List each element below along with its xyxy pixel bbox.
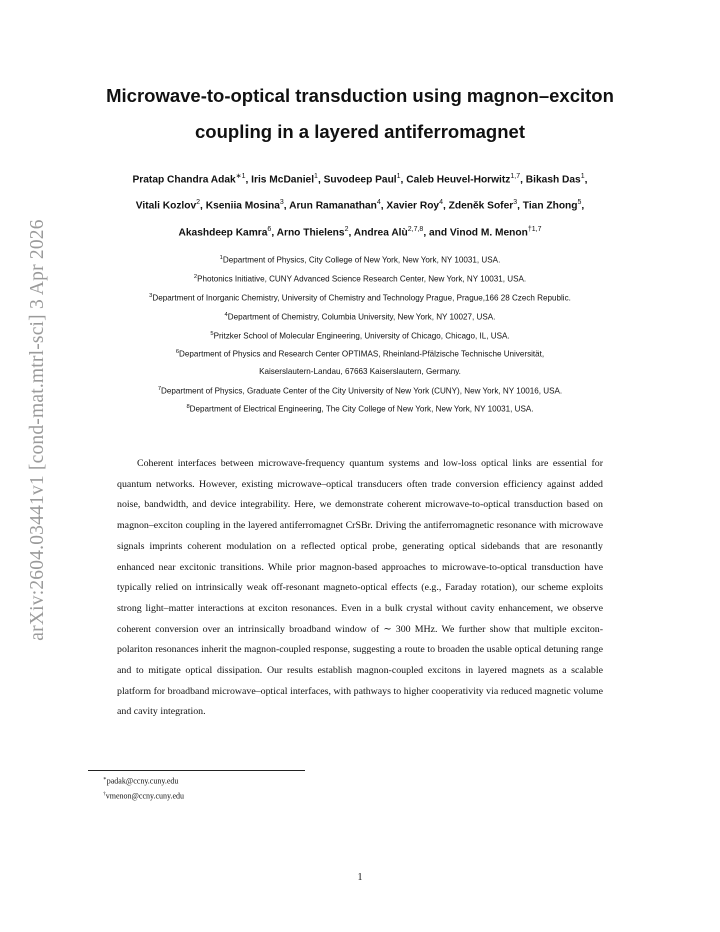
- footnote-marker: †: [103, 790, 106, 797]
- author-separator: ,: [200, 200, 206, 212]
- author-affiliation-marker: 5: [577, 199, 582, 207]
- author-name: Kseniia Mosina: [205, 200, 280, 212]
- author-separator: ,: [400, 174, 407, 186]
- author-affiliation-marker: 3: [513, 199, 518, 207]
- author-affiliation-marker: ∗1: [235, 173, 246, 180]
- affiliation-text: Department of Physics, Graduate Center of the City University of New York (CUNY), New York, NY 10016, USA.: [161, 386, 563, 396]
- page-number: 1: [357, 872, 363, 883]
- author-separator: ,: [380, 200, 387, 212]
- affiliation-marker: 3: [149, 292, 153, 299]
- affiliation: [40, 344, 680, 363]
- author-affiliation-marker: 1,7: [510, 173, 521, 180]
- author-name: Tian Zhong: [522, 200, 578, 212]
- author-separator: ,: [317, 174, 324, 186]
- affiliation: [40, 399, 680, 418]
- author-name: Xavier Roy: [386, 200, 440, 212]
- affiliation-text: Department of Chemistry, Columbia University, New York, NY 10027, USA.: [227, 312, 496, 322]
- footnotes: [103, 773, 184, 802]
- author-affiliation-marker: 4: [376, 199, 381, 207]
- affiliation-marker: 1: [219, 255, 223, 261]
- author-affiliation-marker: 1: [396, 173, 401, 180]
- author-line-2: [60, 191, 660, 217]
- affiliation-text: Kaiserslautern-Landau, 67663 Kaiserslautern, Germany.: [259, 367, 461, 377]
- affiliation-text: Department of Physics, City College of New York, New York, NY 10031, USA.: [222, 255, 501, 265]
- author-name: Arno Thielens: [276, 227, 345, 239]
- author-name: Caleb Heuvel-Horwitz: [406, 174, 511, 186]
- affiliation: [40, 307, 680, 326]
- author-line-1: [60, 165, 660, 191]
- author-affiliation-marker: 2,7,8: [407, 225, 424, 233]
- abstract: [117, 454, 603, 723]
- author-affiliation-marker: †1,7: [527, 225, 542, 233]
- author-name: Akashdeep Kamra: [178, 227, 268, 239]
- paper-title: [40, 78, 680, 150]
- author-separator: ,: [348, 227, 354, 239]
- author-affiliation-marker: 6: [267, 225, 272, 233]
- footnote-divider: [88, 770, 305, 771]
- affiliation-marker: 2: [193, 273, 198, 280]
- author-affiliation-marker: 1: [580, 173, 585, 180]
- footnote: [103, 788, 184, 803]
- affiliation-marker: 4: [224, 311, 228, 318]
- affiliation: [40, 381, 680, 400]
- affiliation-list: [40, 250, 680, 418]
- author-separator: ,: [283, 200, 290, 212]
- author-name: Pratap Chandra Adak: [132, 174, 236, 186]
- author-separator: ,: [520, 174, 526, 186]
- affiliation-text: Department of Physics and Research Center OPTIMAS, Rheinland-Pfälzische Technische Universität,: [179, 350, 545, 360]
- author-name: Iris McDaniel: [251, 174, 315, 186]
- author-name: Zdeněk Sofer: [448, 200, 514, 212]
- author-separator: ,: [271, 227, 277, 239]
- title-line-2: coupling in a layered antiferromagnet: [195, 121, 525, 142]
- affiliation: [40, 288, 680, 307]
- affiliation: [40, 250, 680, 269]
- affiliation-text: Department of Inorganic Chemistry, University of Chemistry and Technology Prague, Prague,166 28 Czech Republic.: [152, 293, 571, 303]
- author-line-3: [60, 218, 660, 244]
- author-affiliation-marker: 1: [314, 173, 318, 180]
- author-name: Suvodeep Paul: [323, 174, 397, 186]
- affiliation: [40, 269, 680, 288]
- author-separator: , and: [423, 227, 450, 239]
- author-name: Vinod M. Menon: [449, 227, 528, 239]
- corresponding-email: vmenon@ccny.cuny.edu: [105, 791, 185, 801]
- author-name: Bikash Das: [525, 174, 581, 186]
- author-separator: ,: [245, 174, 252, 186]
- affiliation-text: Department of Electrical Engineering, The City College of New York, New York, NY 10031, USA.: [189, 405, 534, 415]
- author-affiliation-marker: 2: [196, 199, 201, 207]
- affiliation-text: Pritzker School of Molecular Engineering, University of Chicago, Chicago, IL, USA.: [213, 331, 510, 341]
- affiliation: [40, 326, 680, 345]
- author-separator: ,: [443, 200, 449, 212]
- affiliation-continuation: [40, 363, 680, 380]
- title-line-1: Microwave-to-optical transduction using magnon–exciton: [106, 85, 614, 106]
- author-affiliation-marker: 3: [279, 199, 284, 207]
- author-affiliation-marker: 4: [439, 199, 443, 207]
- affiliation-marker: 8: [186, 404, 190, 411]
- footnote: [103, 773, 184, 788]
- footnote-marker: ∗: [103, 776, 107, 782]
- author-affiliation-marker: 2: [344, 225, 349, 233]
- author-separator: ,: [581, 200, 585, 212]
- author-separator: ,: [517, 200, 523, 212]
- abstract-paragraph: Coherent interfaces between microwave-frequency quantum systems and low-loss optical links are essential for quantum networks. However, existing microwave–optical transducers often trade conversion efficiency against added noise, bandwidth, and device integrability. Here, we demonstrate coherent microwave-to-optical transduction based on magnon–exciton coupling in the layered antiferromagnet CrSBr. Driving the antiferromagnetic resonance with microwave signals imprints coherent modulation on a reflected optical probe, generating optical sidebands that are resonantly enhanced near excitonic transitions. While prior magnon-based approaches to microwave-to-optical transduction have typically relied on intrinsically weak off-resonant magneto-optical effects (e.g., Faraday rotation), our scheme exploits strong light–matter interactions at exciton resonances. Even in a bulk crystal without cavity enhancement, we observe coherent conversion over an intrinsically broadband window of ∼ 300 MHz. We further show that multiple exciton-polariton resonances inherit the magnon-coupled response, suggesting a route to broaden the usable optical detuning range and to mitigate optical dissipation. Our results establish magnon-coupled excitons in layered magnets as a scalable platform for broadband microwave–optical interfaces, with pathways to higher cooperativity via reduced magnetic volume and cavity integration.: [117, 458, 603, 718]
- affiliation-marker: 5: [210, 330, 214, 337]
- corresponding-email: padak@ccny.cuny.edu: [106, 776, 179, 786]
- affiliation-text: Photonics Initiative, CUNY Advanced Science Research Center, New York, NY 10031, USA.: [197, 274, 527, 284]
- author-separator: ,: [584, 174, 588, 186]
- author-name: Arun Ramanathan: [289, 200, 377, 212]
- author-list: [60, 165, 660, 244]
- affiliation-marker: 7: [157, 385, 162, 392]
- arxiv-identifier-stamp: arXiv:2604.03441v1 [cond-mat.mtrl-sci] 3 Apr 2026: [27, 219, 48, 641]
- author-name: Andrea Alù: [353, 227, 408, 239]
- author-name: Vitali Kozlov: [135, 200, 197, 212]
- affiliation-marker: 6: [175, 349, 180, 356]
